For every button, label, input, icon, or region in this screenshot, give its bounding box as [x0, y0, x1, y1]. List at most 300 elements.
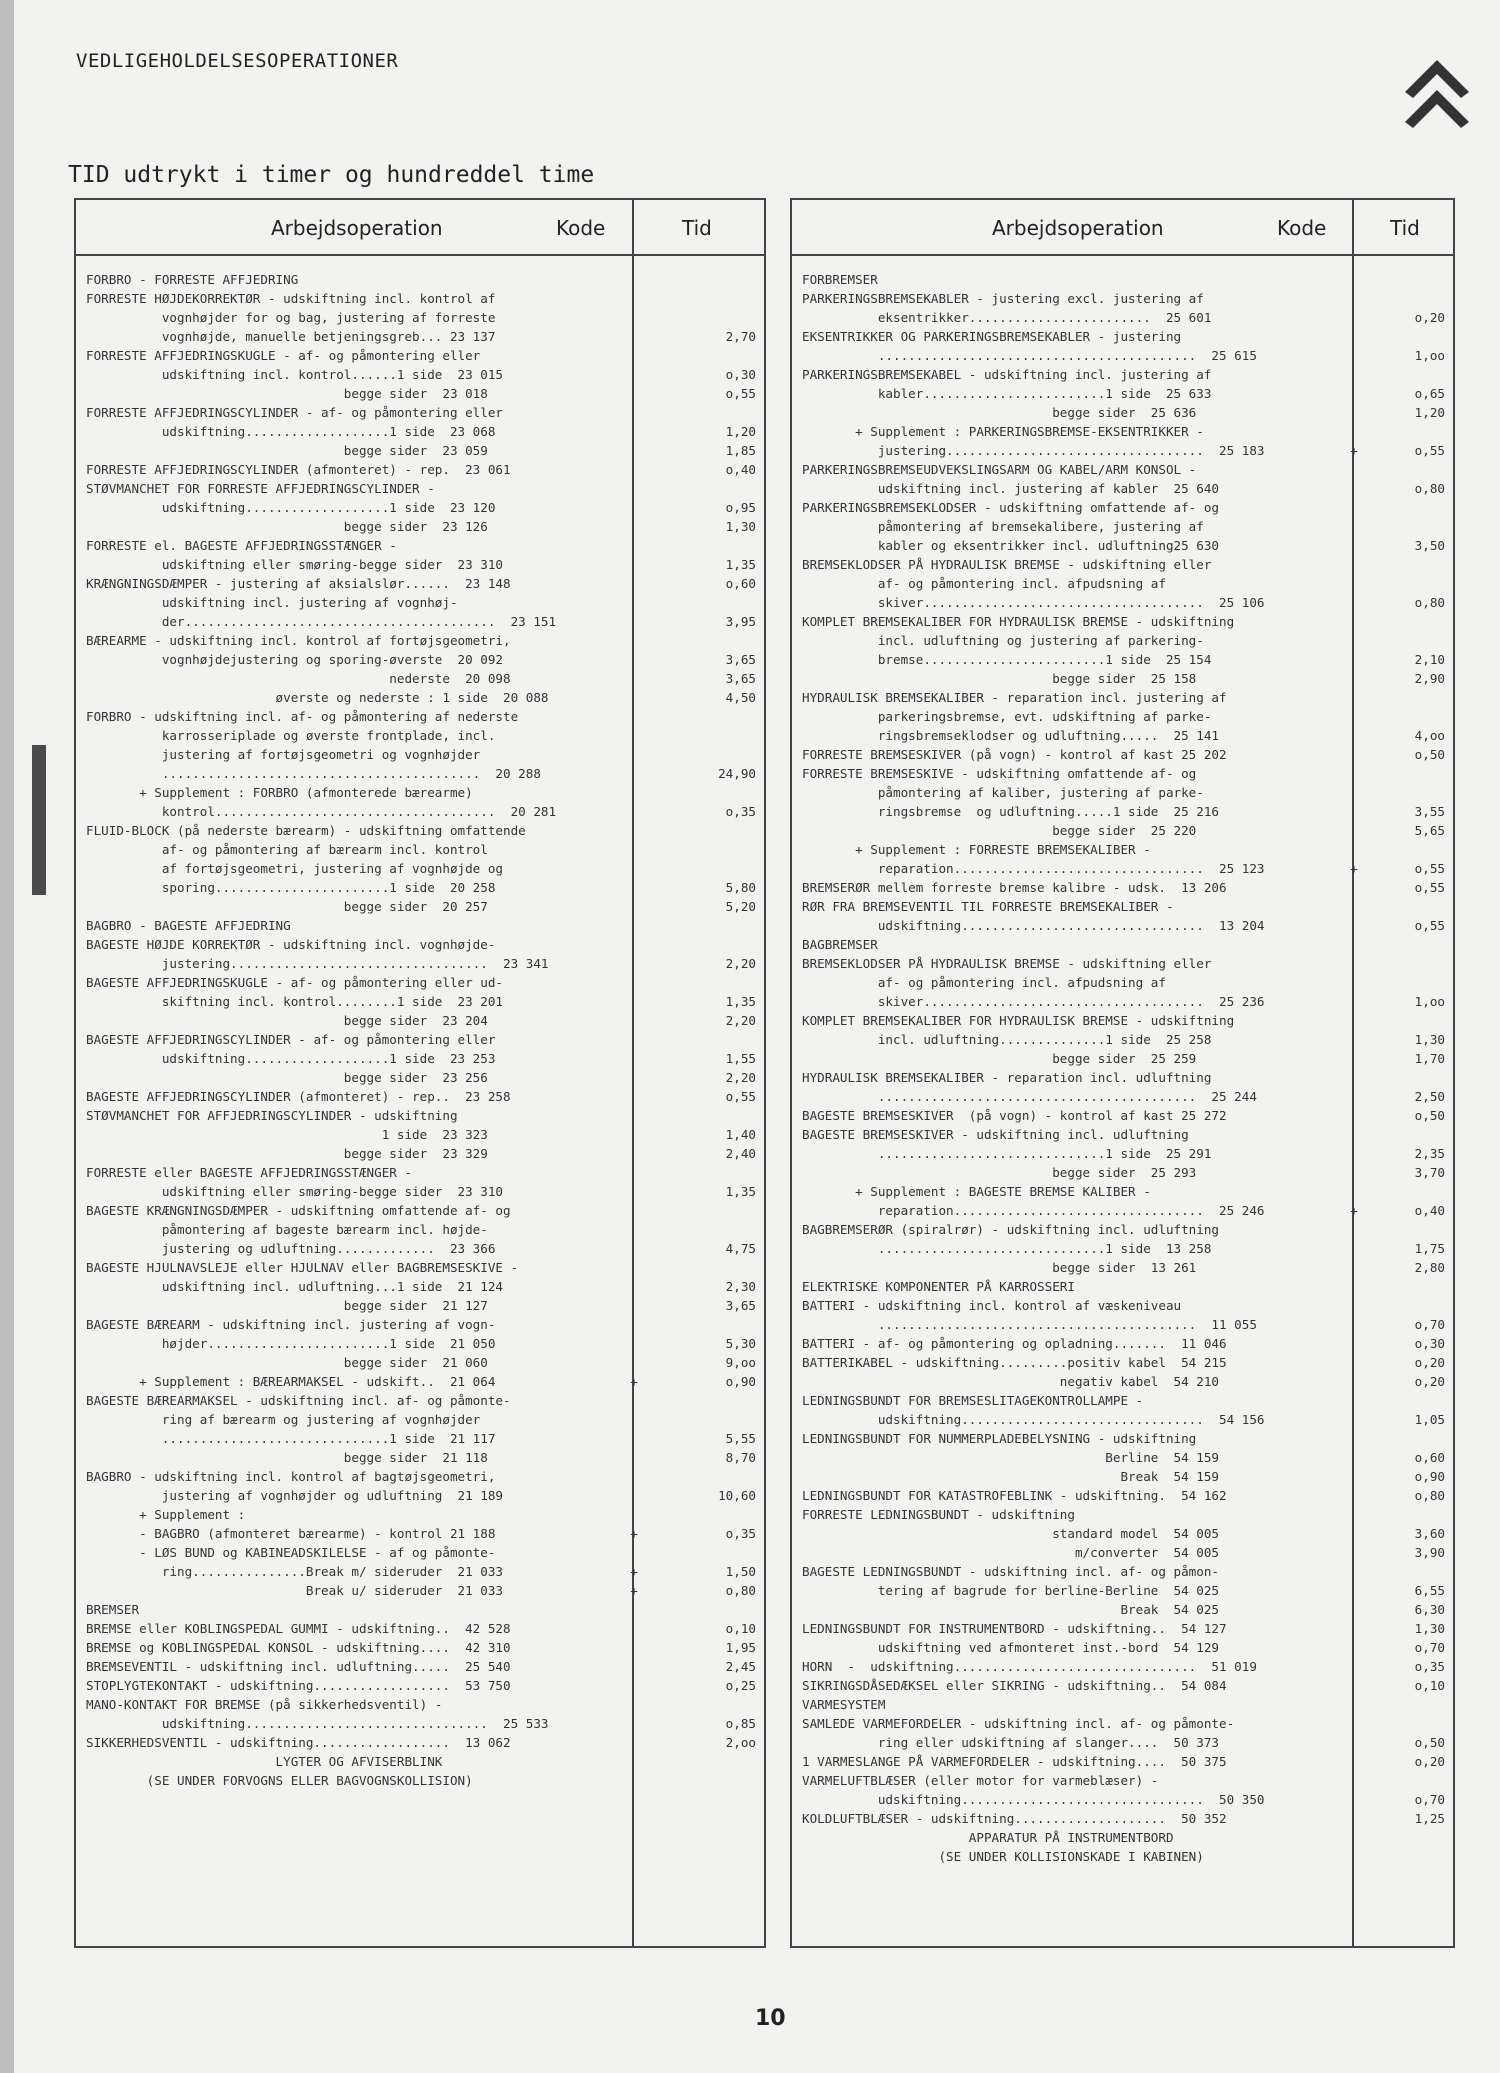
row-text: BAGESTE AFFJEDRINGSCYLINDER - af- og påmontering eller: [86, 1032, 496, 1047]
row-plus: [1343, 1106, 1365, 1125]
table-row: [76, 1144, 764, 1163]
row-text: kabler og eksentrikker incl. udluftning25 630: [802, 538, 1220, 553]
row-plus: [1343, 1486, 1365, 1505]
table-row: [76, 1581, 764, 1600]
table-row: [76, 1239, 764, 1258]
table-row: [76, 1448, 764, 1467]
row-text: FORBRO - udskiftning incl. af- og påmontering af nederste: [86, 709, 519, 724]
row-text: tering af bagrude for berline-Berline 54 025: [802, 1583, 1220, 1598]
row-time: 10,60: [718, 1488, 756, 1503]
row-text: ..............................1 side 13 258: [802, 1241, 1212, 1256]
row-plus: [1343, 1144, 1365, 1163]
row-plus: +: [630, 1564, 638, 1579]
row-text: begge sider 25 220: [802, 823, 1197, 838]
row-text: STØVMANCHET FOR AFFJEDRINGSCYLINDER - udskiftning: [86, 1108, 458, 1123]
row-text: udskiftning...................1 side 23 120: [86, 500, 496, 515]
row-plus: +: [1350, 861, 1358, 876]
table-row: [792, 1771, 1453, 1790]
row-time: [1365, 973, 1453, 992]
table-row: [792, 384, 1453, 403]
table-row: [76, 1277, 764, 1296]
table-row: [792, 422, 1453, 441]
row-text: karrosseriplade og øverste frontplade, incl.: [86, 728, 496, 743]
table-row: [76, 821, 764, 840]
table-row: [76, 992, 764, 1011]
row-text: begge sider 20 257: [86, 899, 488, 914]
table-row: [76, 1258, 764, 1277]
col-time: Tid: [1390, 216, 1420, 240]
table-row: [792, 403, 1453, 422]
row-plus: [1343, 1828, 1365, 1847]
row-time: [1365, 707, 1453, 726]
row-text: skiver..................................... 25 236: [802, 994, 1265, 1009]
row-time: [1365, 289, 1453, 308]
table-row: [792, 574, 1453, 593]
table-row: [76, 422, 764, 441]
row-time: [646, 1752, 764, 1771]
row-plus: [1343, 536, 1365, 555]
table-row: [792, 992, 1453, 1011]
row-time: 3,65: [725, 652, 756, 667]
table-row: [76, 593, 764, 612]
row-plus: [1343, 1543, 1365, 1562]
table-row: [76, 574, 764, 593]
row-time: 2,80: [1414, 1260, 1445, 1275]
row-time: o,50: [1414, 747, 1445, 762]
row-time: o,40: [725, 462, 756, 477]
row-plus: [1343, 1524, 1365, 1543]
table-row: [76, 1676, 764, 1695]
row-time: [646, 1600, 764, 1619]
row-text: begge sider 23 329: [86, 1146, 488, 1161]
row-plus: [1343, 1847, 1365, 1866]
row-time: 1,95: [725, 1640, 756, 1655]
col-code: Kode: [1277, 216, 1327, 240]
row-text: negativ kabel 54 210: [802, 1374, 1220, 1389]
table-row: [76, 650, 764, 669]
row-text: begge sider 21 127: [86, 1298, 488, 1313]
table-row: [792, 308, 1453, 327]
row-plus: [622, 631, 646, 650]
row-time: [646, 726, 764, 745]
table-row: [76, 916, 764, 935]
row-plus: [622, 327, 646, 346]
row-text: + Supplement : PARKERINGSBREMSE-EKSENTRIKKER -: [802, 424, 1204, 439]
row-time: [646, 1258, 764, 1277]
row-time: 8,70: [725, 1450, 756, 1465]
row-text: VARMELUFTBLÆSER (eller motor for varmeblæser) -: [802, 1773, 1159, 1788]
row-time: o,35: [1414, 1659, 1445, 1674]
row-text: parkeringsbremse, evt. udskiftning af parke-: [802, 709, 1212, 724]
row-plus: [622, 840, 646, 859]
row-text: (SE UNDER KOLLISIONSKADE I KABINEN): [802, 1849, 1204, 1864]
row-text: LEDNINGSBUNDT FOR BREMSESLITAGEKONTROLLAMPE -: [802, 1393, 1144, 1408]
table-row: [76, 1030, 764, 1049]
row-time: [646, 859, 764, 878]
row-plus: [622, 1657, 646, 1676]
row-time: [646, 840, 764, 859]
row-time: o,35: [725, 1526, 756, 1541]
row-text: ringsbremse og udluftning.....1 side 25 216: [802, 804, 1220, 819]
row-time: o,70: [1414, 1792, 1445, 1807]
row-text: + Supplement : BÆREARMAKSEL - udskift.. 21 064: [86, 1374, 496, 1389]
table-row: [76, 1505, 764, 1524]
row-text: VARMESYSTEM: [802, 1697, 886, 1712]
row-time: 3,90: [1414, 1545, 1445, 1560]
row-plus: [622, 802, 646, 821]
table-row: [76, 1562, 764, 1581]
table-row: [76, 1467, 764, 1486]
row-plus: [1343, 1410, 1365, 1429]
row-time: 2,70: [725, 329, 756, 344]
row-text: BAGESTE HØJDE KORREKTØR - udskiftning incl. vognhøjde-: [86, 937, 496, 952]
page-number: 10: [755, 2006, 786, 2031]
row-text: - BAGBRO (afmonteret bærearme) - kontrol 21 188: [86, 1526, 496, 1541]
row-plus: [1343, 1049, 1365, 1068]
row-time: [1365, 1505, 1453, 1524]
row-plus: [1343, 840, 1365, 859]
row-plus: [622, 707, 646, 726]
row-text: + Supplement : FORRESTE BREMSEKALIBER -: [802, 842, 1151, 857]
row-text: FORRESTE AFFJEDRINGSCYLINDER - af- og påmontering eller: [86, 405, 504, 420]
row-plus: [1343, 1182, 1365, 1201]
row-text: vognhøjder for og bag, justering af forreste: [86, 310, 496, 325]
row-text: BREMSE eller KOBLINGSPEDAL GUMMI - udskiftning.. 42 528: [86, 1621, 511, 1636]
table-row: [76, 1391, 764, 1410]
row-plus: [622, 289, 646, 308]
row-text: LEDNINGSBUNDT FOR KATASTROFEBLINK - udskiftning. 54 162: [802, 1488, 1227, 1503]
row-time: 2,40: [725, 1146, 756, 1161]
row-plus: [1343, 1600, 1365, 1619]
row-text: BAGESTE BÆREARMAKSEL - udskiftning incl. af- og påmonte-: [86, 1393, 511, 1408]
row-plus: [1343, 1619, 1365, 1638]
row-time: 3,50: [1414, 538, 1445, 553]
row-text: BAGESTE BREMSESKIVER (på vogn) - kontrol af kast 25 272: [802, 1108, 1227, 1123]
table-row: [792, 1106, 1453, 1125]
table-row: [76, 1486, 764, 1505]
row-text: påmontering af bremsekalibere, justering af: [802, 519, 1204, 534]
row-text: justering.................................. 25 183: [802, 443, 1265, 458]
row-text: reparation................................. 25 246: [802, 1203, 1265, 1218]
table-row: [76, 783, 764, 802]
row-plus: [1343, 764, 1365, 783]
row-text: FORRESTE AFFJEDRINGSCYLINDER (afmonteret) - rep. 23 061: [86, 462, 511, 477]
table-row: [792, 1790, 1453, 1809]
row-text: ring af bærearm og justering af vognhøjder: [86, 1412, 481, 1427]
row-text: sporing.......................1 side 20 258: [86, 880, 496, 895]
row-plus: [1343, 1277, 1365, 1296]
table-row: [792, 1144, 1453, 1163]
table-row: [792, 1695, 1453, 1714]
row-text: KOMPLET BREMSEKALIBER FOR HYDRAULISK BREMSE - udskiftning: [802, 614, 1235, 629]
row-plus: +: [630, 1526, 638, 1541]
row-text: Break 54 025: [802, 1602, 1220, 1617]
row-plus: [1343, 1695, 1365, 1714]
table-row: [76, 441, 764, 460]
row-text: .......................................... 11 055: [802, 1317, 1257, 1332]
table-row: [76, 1353, 764, 1372]
row-plus: [1343, 460, 1365, 479]
row-plus: [622, 688, 646, 707]
table-row: [76, 726, 764, 745]
table-row: [792, 555, 1453, 574]
table-row: [792, 1030, 1453, 1049]
page-subheader: TID udtrykt i timer og hundreddel time: [68, 162, 595, 188]
row-text: .......................................... 25 615: [802, 348, 1257, 363]
table-row: [76, 308, 764, 327]
table-row: [792, 479, 1453, 498]
row-plus: [1343, 1809, 1365, 1828]
row-plus: [1343, 954, 1365, 973]
row-text: ring eller udskiftning af slanger.... 50 373: [802, 1735, 1220, 1750]
col-code: Kode: [556, 216, 606, 240]
row-text: BATTERI - udskiftning incl. kontrol af væskeniveau: [802, 1298, 1182, 1313]
table-row: [792, 1258, 1453, 1277]
table-row: [792, 1163, 1453, 1182]
table-row: [792, 1277, 1453, 1296]
row-text: PARKERINGSBREMSEKLODSER - udskiftning omfattende af- og: [802, 500, 1220, 515]
table-row: [76, 1182, 764, 1201]
row-text: nederste 20 098: [86, 671, 511, 686]
row-time: 1,35: [725, 994, 756, 1009]
row-time: 1,70: [1414, 1051, 1445, 1066]
citroen-double-chevron-icon: [1405, 60, 1469, 142]
table-row: [792, 1809, 1453, 1828]
row-text: STØVMANCHET FOR FORRESTE AFFJEDRINGSCYLINDER -: [86, 481, 435, 496]
row-text: af fortøjsgeometri, justering af vognhøjde og: [86, 861, 504, 876]
row-plus: [622, 1353, 646, 1372]
row-plus: [1343, 498, 1365, 517]
row-plus: [622, 384, 646, 403]
row-text: BÆREARME - udskiftning incl. kontrol af fortøjsgeometri,: [86, 633, 511, 648]
row-time: o,55: [1414, 443, 1445, 458]
row-time: 1,05: [1414, 1412, 1445, 1427]
row-text: SIKRINGSDÅSEDÆKSEL eller SIKRING - udskiftning.. 54 084: [802, 1678, 1227, 1693]
row-time: 3,55: [1414, 804, 1445, 819]
row-text: .......................................... 20 288: [86, 766, 541, 781]
row-time: 5,30: [725, 1336, 756, 1351]
table-row: [792, 954, 1453, 973]
row-plus: [622, 992, 646, 1011]
table-row: [792, 593, 1453, 612]
row-time: 5,55: [725, 1431, 756, 1446]
table-row: [76, 688, 764, 707]
row-time: [1365, 270, 1453, 289]
row-plus: [622, 1486, 646, 1505]
row-plus: [622, 916, 646, 935]
table-row: [792, 1543, 1453, 1562]
row-time: [1365, 555, 1453, 574]
row-plus: [622, 308, 646, 327]
table-row: [792, 1429, 1453, 1448]
row-text: påmontering af kaliber, justering af parke-: [802, 785, 1204, 800]
row-time: [646, 270, 764, 289]
row-text: påmontering af bageste bærearm incl. højde-: [86, 1222, 488, 1237]
row-text: begge sider 25 293: [802, 1165, 1197, 1180]
row-plus: [1343, 1334, 1365, 1353]
row-text: begge sider 23 059: [86, 443, 488, 458]
row-text: BAGESTE AFFJEDRINGSCYLINDER (afmonteret) - rep.. 23 258: [86, 1089, 511, 1104]
row-text: SAMLEDE VARMEFORDELER - udskiftning incl. af- og påmonte-: [802, 1716, 1235, 1731]
row-plus: [622, 1543, 646, 1562]
table-row: [76, 840, 764, 859]
table-row: [792, 821, 1453, 840]
row-time: [1365, 1847, 1453, 1866]
row-plus: [1343, 1562, 1365, 1581]
table-row: [792, 1372, 1453, 1391]
row-time: o,65: [1414, 386, 1445, 401]
row-time: [1365, 574, 1453, 593]
row-plus: [622, 1068, 646, 1087]
row-time: o,35: [725, 804, 756, 819]
row-plus: [622, 745, 646, 764]
row-time: [646, 1201, 764, 1220]
row-plus: +: [630, 1583, 638, 1598]
scan-mark: [32, 745, 46, 895]
table-row: [76, 1657, 764, 1676]
row-text: FORRESTE BREMSESKIVE - udskiftning omfattende af- og: [802, 766, 1197, 781]
row-plus: [1343, 707, 1365, 726]
row-time: 5,20: [725, 899, 756, 914]
table-row: [76, 745, 764, 764]
row-plus: [622, 593, 646, 612]
row-plus: [1343, 384, 1365, 403]
row-plus: [622, 1030, 646, 1049]
row-text: reparation................................. 25 123: [802, 861, 1265, 876]
row-time: [646, 821, 764, 840]
table-row: [792, 669, 1453, 688]
row-plus: [622, 270, 646, 289]
row-plus: [622, 1011, 646, 1030]
row-text: ..............................1 side 25 291: [802, 1146, 1212, 1161]
row-time: o,60: [1414, 1450, 1445, 1465]
row-text: BREMSEVENTIL - udskiftning incl. udluftning..... 25 540: [86, 1659, 511, 1674]
row-text: LEDNINGSBUNDT FOR INSTRUMENTBORD - udskiftning.. 54 127: [802, 1621, 1227, 1636]
row-time: 6,55: [1414, 1583, 1445, 1598]
row-text: begge sider 13 261: [802, 1260, 1197, 1275]
table-row: [76, 973, 764, 992]
row-time: [646, 973, 764, 992]
row-text: m/converter 54 005: [802, 1545, 1220, 1560]
row-text: MANO-KONTAKT FOR BREMSE (på sikkerhedsventil) -: [86, 1697, 443, 1712]
row-text: FORRESTE el. BAGESTE AFFJEDRINGSSTÆNGER -: [86, 538, 397, 553]
row-text: justering af vognhøjder og udluftning 21 189: [86, 1488, 504, 1503]
table-row: [76, 764, 764, 783]
row-time: o,80: [725, 1583, 756, 1598]
row-time: 2,90: [1414, 671, 1445, 686]
row-plus: [622, 859, 646, 878]
table-row: [792, 897, 1453, 916]
row-time: [646, 593, 764, 612]
row-plus: [1343, 1258, 1365, 1277]
table-row: [76, 802, 764, 821]
row-time: [646, 745, 764, 764]
row-text: begge sider 25 259: [802, 1051, 1197, 1066]
row-plus: [1343, 631, 1365, 650]
row-text: SIKKERHEDSVENTIL - udskiftning.................. 13 062: [86, 1735, 511, 1750]
row-text: udskiftning incl. justering af kabler 25 640: [802, 481, 1220, 496]
row-text: PARKERINGSBREMSEKABLER - justering excl. justering af: [802, 291, 1204, 306]
table-row: [76, 1296, 764, 1315]
row-plus: [622, 1733, 646, 1752]
table-row: [76, 859, 764, 878]
table-row: [792, 498, 1453, 517]
table-row: [792, 878, 1453, 897]
row-plus: [622, 1125, 646, 1144]
row-text: BAGBRO - udskiftning incl. kontrol af bagtøjsgeometri,: [86, 1469, 496, 1484]
row-time: [646, 536, 764, 555]
row-plus: +: [1350, 443, 1358, 458]
table-row: [76, 897, 764, 916]
row-plus: [622, 1182, 646, 1201]
row-time: [1365, 422, 1453, 441]
table-row: [792, 1524, 1453, 1543]
table-row: [792, 536, 1453, 555]
row-text: BAGESTE HJULNAVSLEJE eller HJULNAV eller BAGBREMSESKIVE -: [86, 1260, 519, 1275]
row-time: 2,35: [1414, 1146, 1445, 1161]
row-time: [1365, 612, 1453, 631]
table-row: [792, 517, 1453, 536]
row-time: [1365, 897, 1453, 916]
row-time: [1365, 1277, 1453, 1296]
row-plus: [622, 1296, 646, 1315]
row-plus: [1343, 1068, 1365, 1087]
row-time: 4,50: [725, 690, 756, 705]
row-text: vognhøjdejustering og sporing-øverste 20 092: [86, 652, 504, 667]
row-plus: [1343, 1676, 1365, 1695]
table-row: [76, 1638, 764, 1657]
row-plus: [622, 1695, 646, 1714]
table-row: [76, 1315, 764, 1334]
row-time: 3,60: [1414, 1526, 1445, 1541]
row-plus: [1343, 1714, 1365, 1733]
row-plus: [622, 1315, 646, 1334]
row-time: [646, 935, 764, 954]
row-time: [646, 1410, 764, 1429]
row-plus: [1343, 897, 1365, 916]
row-text: højder........................1 side 21 050: [86, 1336, 496, 1351]
row-time: [646, 1220, 764, 1239]
row-text: ring...............Break m/ sideruder 21 033: [86, 1564, 504, 1579]
row-text: BATTERI - af- og påmontering og opladning....... 11 046: [802, 1336, 1227, 1351]
row-time: 1,oo: [1414, 348, 1445, 363]
table-row: [76, 1125, 764, 1144]
row-time: [1365, 1182, 1453, 1201]
row-plus: [1343, 612, 1365, 631]
table-row: [76, 1220, 764, 1239]
table-row: [76, 1543, 764, 1562]
row-plus: [1343, 555, 1365, 574]
row-text: af- og påmontering incl. afpudsning af: [802, 576, 1166, 591]
row-plus: [622, 1106, 646, 1125]
row-time: [646, 1163, 764, 1182]
table-row: [76, 1524, 764, 1543]
row-plus: [622, 1410, 646, 1429]
table-row: [76, 1600, 764, 1619]
row-time: [1365, 1695, 1453, 1714]
row-time: 3,70: [1414, 1165, 1445, 1180]
row-plus: [622, 954, 646, 973]
table-row: [792, 1182, 1453, 1201]
row-text: skiver..................................... 25 106: [802, 595, 1265, 610]
table-row: [76, 479, 764, 498]
row-time: o,25: [725, 1678, 756, 1693]
row-plus: [622, 1258, 646, 1277]
table-row: [792, 1296, 1453, 1315]
row-time: o,70: [1414, 1317, 1445, 1332]
row-time: [646, 1030, 764, 1049]
row-plus: [1343, 1391, 1365, 1410]
